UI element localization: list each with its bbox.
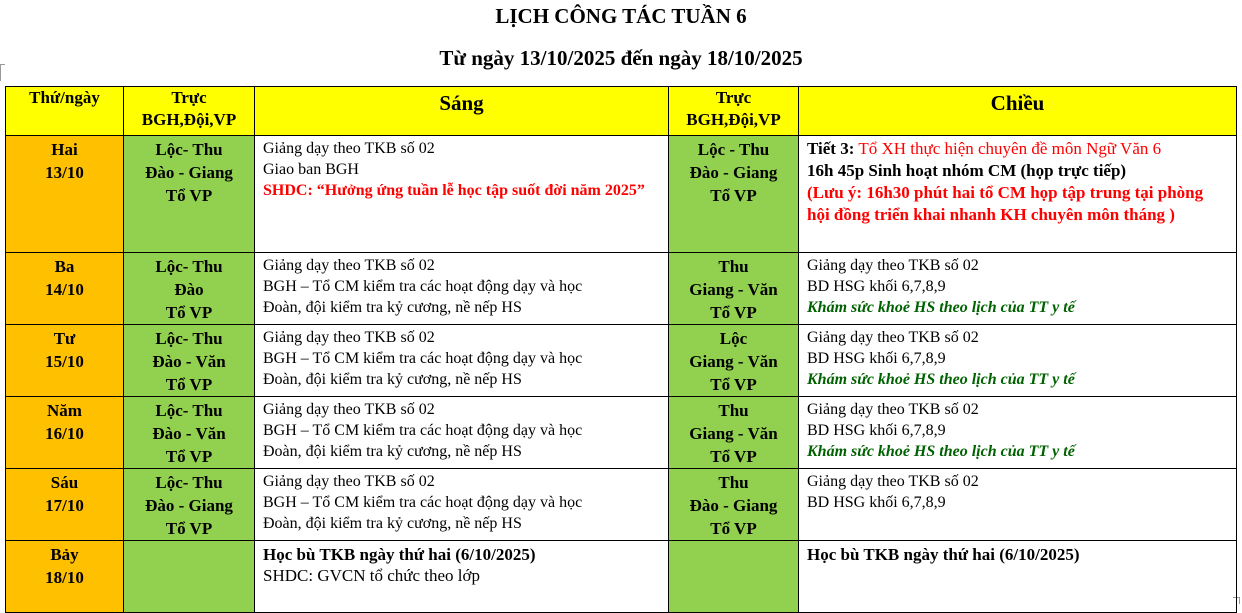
header-duty-morning [124,87,255,136]
afternoon-line: BD HSG khối 6,7,8,9 [807,422,946,439]
day-date: 18/10 [45,568,84,587]
header-morning [255,87,669,136]
morning-line: BGH – Tổ CM kiểm tra các hoạt động dạy và học [263,278,583,295]
morning-cell [255,541,669,613]
morning-line: BGH – Tổ CM kiểm tra các hoạt động dạy và học [263,494,583,511]
duty-line: Thu [718,401,749,420]
morning-makeup-class: Học bù TKB ngày thứ hai (6/10/2025) [263,545,536,564]
duty-line: Lộc- Thu [155,140,223,159]
day-name: Ba [54,257,75,276]
day-cell [6,325,124,397]
duty-morning-cell [124,325,255,397]
duty-line: Lộc- Thu [155,473,223,492]
duty-afternoon-cell [669,541,799,613]
day-name: Sáu [50,473,79,492]
header-row [6,87,1237,136]
duty-afternoon-cell [669,136,799,253]
day-name: Tư [53,329,76,348]
afternoon-cell [799,397,1237,469]
duty-morning-cell [124,136,255,253]
morning-line: Đoàn, đội kiểm tra kỷ cương, nề nếp HS [263,371,522,388]
margin-mark [0,64,5,81]
afternoon-line: 16h 45p Sinh hoạt nhóm CM (họp trực tiếp) [807,161,1127,180]
morning-line: Đoàn, đội kiểm tra kỷ cương, nề nếp HS [263,515,522,532]
afternoon-makeup-class: Học bù TKB ngày thứ hai (6/10/2025) [807,545,1080,564]
afternoon-cell [799,541,1237,613]
duty-line: Tổ VP [710,375,757,394]
header-day-label: Thứ/ngày [29,88,100,107]
header-duty-morning-l1: Trực [171,88,207,107]
day-name: Bảy [50,545,79,564]
afternoon-cell [799,136,1237,253]
morning-line: Giảng dạy theo TKB số 02 [263,257,435,274]
afternoon-line: BD HSG khối 6,7,8,9 [807,278,946,295]
duty-line: Tổ VP [710,186,757,205]
morning-line: Giao ban BGH [263,161,359,178]
day-cell [6,541,124,613]
morning-cell [255,397,669,469]
duty-morning-cell [124,397,255,469]
tiet-text: Tổ XH thực hiện chuyên đề môn Ngữ Văn 6 [854,139,1162,158]
duty-line: Tổ VP [710,519,757,538]
duty-morning-cell [124,469,255,541]
duty-line: Đào - Văn [152,424,226,443]
tiet-label: Tiết 3: [807,139,855,158]
duty-line: Tổ VP [710,447,757,466]
morning-cell [255,325,669,397]
morning-line: Giảng dạy theo TKB số 02 [263,140,435,157]
day-cell [6,253,124,325]
table-row [6,136,1237,253]
duty-line: Tổ VP [165,519,213,538]
duty-line: Lộc [719,329,748,348]
morning-line: Giảng dạy theo TKB số 02 [263,329,435,346]
duty-line: Tổ VP [165,375,213,394]
table-row [6,253,1237,325]
duty-morning-cell [124,541,255,613]
duty-afternoon-cell [669,397,799,469]
morning-line: Đoàn, đội kiểm tra kỷ cương, nề nếp HS [263,299,522,316]
day-cell [6,397,124,469]
table-row [6,469,1237,541]
duty-line: Thu [718,257,749,276]
morning-cell [255,469,669,541]
day-date: 16/10 [45,424,84,443]
page-subtitle: Từ ngày 13/10/2025 đến ngày 18/10/2025 [439,46,803,70]
afternoon-cell [799,469,1237,541]
header-day [6,87,124,136]
header-duty-afternoon-l2: BGH,Đội,VP [686,110,781,129]
day-name: Hai [51,140,78,159]
afternoon-line: Giảng dạy theo TKB số 02 [807,401,979,418]
header-morning-label: Sáng [439,91,484,115]
schedule-table [5,86,1237,613]
duty-afternoon-cell [669,253,799,325]
table-row [6,325,1237,397]
duty-line: Lộc- Thu [155,401,223,420]
table-row [6,541,1237,613]
day-cell [6,469,124,541]
afternoon-line: BD HSG khối 6,7,8,9 [807,494,946,511]
morning-line-highlight: SHDC: “Hưởng ứng tuần lễ học tập suốt đời năm 2025” [263,182,645,199]
afternoon-line: Giảng dạy theo TKB số 02 [807,473,979,490]
day-name: Năm [47,401,82,420]
afternoon-health-check: Khám sức khoẻ HS theo lịch của TT y tế [807,371,1075,388]
duty-line: Lộc - Thu [697,140,770,159]
morning-line: BGH – Tổ CM kiểm tra các hoạt động dạy và học [263,422,583,439]
duty-line: Tổ VP [165,303,213,322]
day-date: 14/10 [45,280,84,299]
afternoon-line: Giảng dạy theo TKB số 02 [807,257,979,274]
duty-line: Đào [174,280,204,299]
afternoon-line [807,138,1230,160]
morning-line: Giảng dạy theo TKB số 02 [263,401,435,418]
duty-line: Đào - Giang [145,496,233,515]
day-date: 15/10 [45,352,84,371]
afternoon-health-check: Khám sức khoẻ HS theo lịch của TT y tế [807,299,1075,316]
duty-line: Đào - Giang [689,163,778,182]
day-date: 17/10 [45,496,84,515]
morning-cell [255,253,669,325]
morning-line: Giảng dạy theo TKB số 02 [263,473,435,490]
duty-line: Tổ VP [710,303,757,322]
duty-line: Đào - Văn [152,352,226,371]
duty-line: Đào - Giang [689,496,778,515]
afternoon-health-check: Khám sức khoẻ HS theo lịch của TT y tế [807,443,1075,460]
morning-line: Đoàn, đội kiểm tra kỷ cương, nề nếp HS [263,443,522,460]
afternoon-cell [799,253,1237,325]
duty-line: Lộc- Thu [155,329,223,348]
table-row [6,397,1237,469]
duty-line: Tổ VP [165,447,213,466]
duty-morning-cell [124,253,255,325]
duty-line: Tổ VP [165,186,213,205]
duty-line: Đào - Giang [145,163,233,182]
duty-line: Giang - Văn [689,352,778,371]
day-date: 13/10 [45,163,84,182]
duty-line: Lộc- Thu [155,257,223,276]
header-duty-afternoon [669,87,799,136]
afternoon-note: (Lưu ý: 16h30 phút hai tổ CM họp tập trung tại phòng hội đồng triển khai nhanh KH chuyên môn tháng ) [807,183,1204,224]
afternoon-cell [799,325,1237,397]
morning-cell [255,136,669,253]
morning-line: SHDC: GVCN tổ chức theo lớp [263,566,480,585]
afternoon-line: Giảng dạy theo TKB số 02 [807,329,979,346]
header-afternoon [799,87,1237,136]
duty-line: Giang - Văn [689,280,778,299]
header-duty-morning-l2: BGH,Đội,VP [141,110,237,129]
afternoon-line: BD HSG khối 6,7,8,9 [807,350,946,367]
day-cell [6,136,124,253]
header-afternoon-label: Chiều [990,91,1045,115]
morning-line: BGH – Tổ CM kiểm tra các hoạt động dạy và học [263,350,583,367]
header-duty-afternoon-l1: Trực [715,88,752,107]
duty-line: Thu [718,473,749,492]
page-title: LỊCH CÔNG TÁC TUẦN 6 [495,4,747,28]
duty-line: Giang - Văn [689,424,778,443]
duty-afternoon-cell [669,325,799,397]
duty-afternoon-cell [669,469,799,541]
